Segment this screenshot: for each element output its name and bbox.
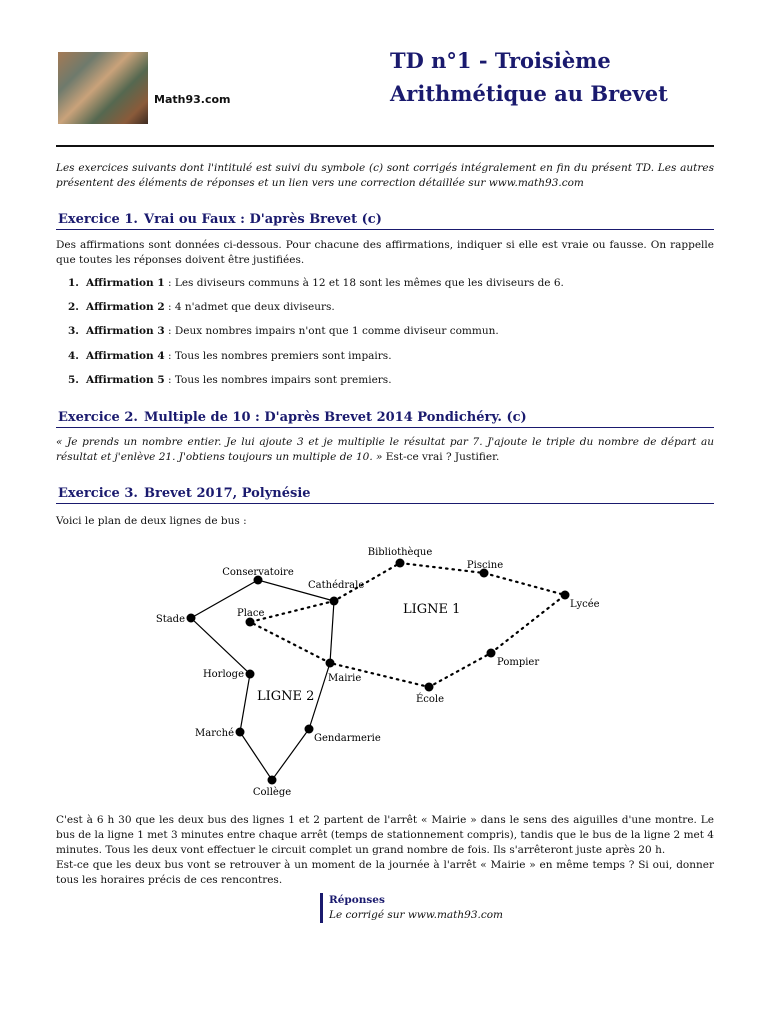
- label-stade: Stade: [155, 614, 185, 625]
- stop-college: [268, 776, 277, 785]
- logo-image: [58, 52, 148, 124]
- label-mairie: Mairie: [328, 673, 362, 684]
- label-marche: Marché: [195, 728, 234, 739]
- bus-map: [0, 530, 768, 805]
- stop-stade: [187, 614, 196, 623]
- label-lycee: Lycée: [570, 599, 600, 610]
- line-1-label: LIGNE 1: [403, 602, 461, 617]
- header-divider: [56, 145, 714, 147]
- stop-ecole: [425, 683, 434, 692]
- stop-cathedrale: [330, 597, 339, 606]
- list-item: 3. Affirmation 3 : Deux nombres impairs n'ont que 1 comme diviseur commun.: [68, 325, 499, 337]
- page-title-line2: Arithmétique au Brevet: [390, 81, 668, 106]
- list-item: 5. Affirmation 5 : Tous les nombres impairs sont premiers.: [68, 374, 392, 386]
- logo-text: Math93.com: [154, 93, 231, 106]
- exercise-2-heading: [56, 410, 714, 428]
- stop-pompier: [487, 649, 496, 658]
- exercise-1-heading: [56, 212, 714, 230]
- label-conservatoire: Conservatoire: [222, 567, 294, 578]
- label-cathedrale: Cathédrale: [308, 580, 365, 591]
- exercise-2-text: [56, 435, 714, 465]
- stop-horloge: [246, 670, 255, 679]
- exercise-1-title: Vrai ou Faux : D'après Brevet (c): [144, 212, 382, 227]
- label-gendarmerie: Gendarmerie: [314, 733, 381, 744]
- exercise-2-title: Multiple de 10 : D'après Brevet 2014 Pondichéry. (c): [144, 410, 527, 425]
- stop-marche: [236, 728, 245, 737]
- exercise-3-heading: [56, 486, 714, 504]
- answers-link-text: Le corrigé sur www.math93.com: [329, 909, 504, 921]
- label-place: Place: [237, 608, 265, 619]
- label-ecole: École: [415, 694, 445, 705]
- label-horloge: Horloge: [202, 669, 244, 680]
- label-college: Collège: [252, 787, 292, 798]
- answers-heading: Réponses: [329, 894, 385, 906]
- exercise-2-quote: « Je prends un nombre entier. Je lui ajoute 3 et je multiplie le résultat par 7. J'ajoute le triple du nombre de départ au résultat et j'enlève 21. J'obtiens toujours un multiple de 10. »: [56, 436, 714, 463]
- exercise-3-text: C'est à 6 h 30 que les deux bus des lignes 1 et 2 partent de l'arrêt « Mairie » dans le sens des aiguilles d'une montre. Le bus de la ligne 1 met 3 minutes entre chaque arrêt (temps de stationnement compris), tandis que le bus de la ligne 2 met 4 minutes. Tous les deux vont effectuer le circuit complet un grand nombre de fois. Ils s'arrêteront juste après 20 h.: [56, 814, 714, 856]
- exercise-3-intro: Voici le plan de deux lignes de bus :: [56, 515, 247, 527]
- stop-bibliotheque: [396, 559, 405, 568]
- list-item: 2. Affirmation 2 : 4 n'admet que deux diviseurs.: [68, 301, 335, 313]
- exercise-1-intro: Des affirmations sont données ci-dessous. Pour chacune des affirmations, indiquer si elle est vraie ou fausse. On rappelle que toutes les réponses doivent être justifiées.: [56, 239, 714, 266]
- exercise-1-number: Exercice 1.: [58, 212, 138, 227]
- page-title-line1: TD n°1 - Troisième: [390, 48, 611, 73]
- stop-gendarmerie: [305, 725, 314, 734]
- line-2-label: LIGNE 2: [257, 689, 315, 704]
- label-piscine: Piscine: [466, 560, 504, 571]
- answers-box: [320, 893, 503, 923]
- exercise-2-question: Est-ce vrai ? Justifier.: [382, 451, 500, 463]
- list-item: 1. Affirmation 1 : Les diviseurs communs à 12 et 18 sont les mêmes que les diviseurs de 6.: [68, 277, 564, 289]
- intro-text: Les exercices suivants dont l'intitulé est suivi du symbole (c) sont corrigés intégralement en fin du présent TD. Les autres présentent des éléments de réponses et un lien vers une correction détaillée sur www.math93.com: [56, 162, 714, 189]
- label-bibliotheque: Bibliothèque: [367, 547, 433, 558]
- exercise-3-title: Brevet 2017, Polynésie: [144, 486, 311, 501]
- exercise-3-number: Exercice 3.: [58, 486, 138, 501]
- line-1-route: [250, 563, 565, 687]
- exercise-2-number: Exercice 2.: [58, 410, 138, 425]
- stop-lycee: [561, 591, 570, 600]
- label-pompier: Pompier: [497, 657, 540, 668]
- exercise-3-question: Est-ce que les deux bus vont se retrouver à un moment de la journée à l'arrêt « Mairie » en même temps ? Si oui, donner tous les horaires précis de ces rencontres.: [56, 859, 714, 886]
- list-item: 4. Affirmation 4 : Tous les nombres premiers sont impairs.: [68, 350, 392, 362]
- stop-mairie: [326, 659, 335, 668]
